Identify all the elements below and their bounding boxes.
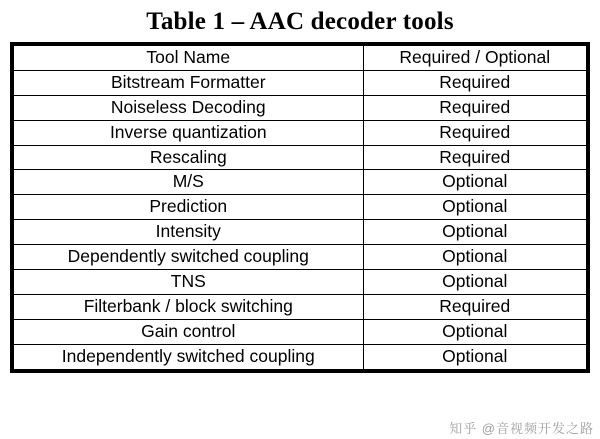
table-row bbox=[14, 245, 587, 270]
table-header-row bbox=[14, 46, 587, 71]
cell-tool-name: Gain control bbox=[14, 319, 364, 344]
table-row bbox=[14, 95, 587, 120]
column-header-tool-name: Tool Name bbox=[14, 46, 364, 71]
cell-tool-name: Filterbank / block switching bbox=[14, 294, 364, 319]
table-row bbox=[14, 270, 587, 295]
aac-decoder-tools-table-container bbox=[10, 42, 590, 373]
cell-tool-name: Noiseless Decoding bbox=[14, 95, 364, 120]
cell-required-optional: Required bbox=[363, 294, 586, 319]
table-row bbox=[14, 319, 587, 344]
watermark-text: 知乎 @音视频开发之路 bbox=[449, 421, 594, 436]
table-body bbox=[14, 70, 587, 369]
table-row bbox=[14, 294, 587, 319]
table-row bbox=[14, 344, 587, 369]
cell-required-optional: Optional bbox=[363, 245, 586, 270]
aac-decoder-tools-table bbox=[13, 45, 587, 370]
table-row bbox=[14, 220, 587, 245]
cell-required-optional: Optional bbox=[363, 220, 586, 245]
cell-tool-name: Rescaling bbox=[14, 145, 364, 170]
table-row bbox=[14, 195, 587, 220]
cell-tool-name: Bitstream Formatter bbox=[14, 70, 364, 95]
cell-required-optional: Required bbox=[363, 95, 586, 120]
table-row bbox=[14, 145, 587, 170]
table-header bbox=[14, 46, 587, 71]
cell-required-optional: Optional bbox=[363, 195, 586, 220]
cell-tool-name: M/S bbox=[14, 170, 364, 195]
cell-required-optional: Optional bbox=[363, 170, 586, 195]
cell-required-optional: Required bbox=[363, 145, 586, 170]
watermark bbox=[449, 418, 594, 437]
cell-required-optional: Required bbox=[363, 120, 586, 145]
table-row bbox=[14, 170, 587, 195]
cell-required-optional: Required bbox=[363, 70, 586, 95]
cell-tool-name: TNS bbox=[14, 270, 364, 295]
table-row bbox=[14, 120, 587, 145]
cell-tool-name: Inverse quantization bbox=[14, 120, 364, 145]
cell-required-optional: Optional bbox=[363, 270, 586, 295]
cell-required-optional: Optional bbox=[363, 319, 586, 344]
cell-required-optional: Optional bbox=[363, 344, 586, 369]
table-row bbox=[14, 70, 587, 95]
cell-tool-name: Dependently switched coupling bbox=[14, 245, 364, 270]
cell-tool-name: Intensity bbox=[14, 220, 364, 245]
page-title: Table 1 – AAC decoder tools bbox=[146, 8, 454, 35]
cell-tool-name: Independently switched coupling bbox=[14, 344, 364, 369]
column-header-required-optional: Required / Optional bbox=[363, 46, 586, 71]
cell-tool-name: Prediction bbox=[14, 195, 364, 220]
